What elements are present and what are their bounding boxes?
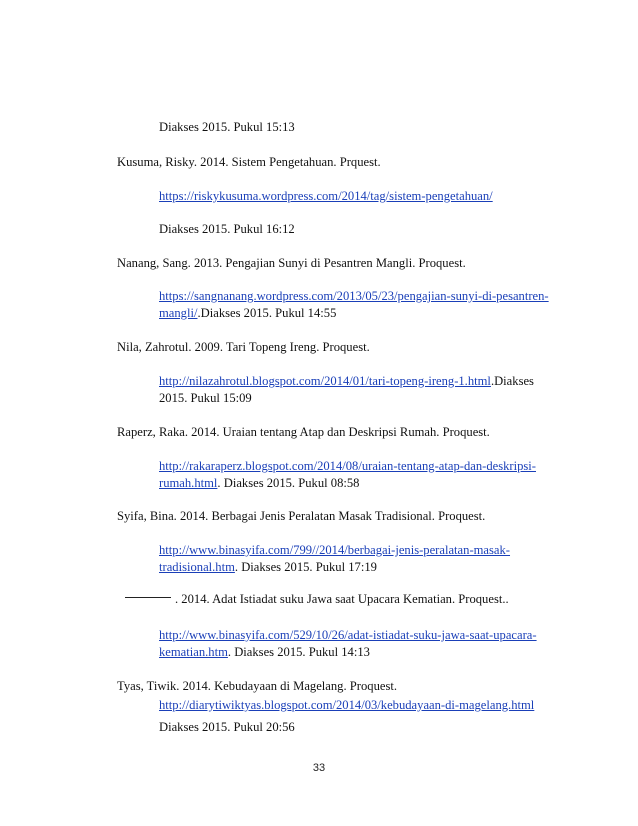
- reference-link-nanang[interactable]: https://sangnanang.wordpress.com/2013/05/23/pengajian-sunyi-di-pesantren-: [159, 289, 549, 303]
- reference-link-tyas[interactable]: http://diarytiwiktyas.blogspot.com/2014/03/kebudayaan-di-magelang.html: [159, 698, 535, 712]
- reference-link-syifa[interactable]: http://www.binasyifa.com/799//2014/berbagai-jenis-peralatan-masak-: [159, 543, 511, 557]
- reference-access-line: Diakses 2015. Pukul 16:12: [159, 222, 295, 236]
- reference-access-text: .Diakses: [490, 374, 534, 388]
- reference-url-line: [159, 542, 510, 558]
- reference-url-line: [159, 627, 537, 643]
- reference-url-line: [159, 475, 359, 491]
- reference-url-line: [159, 559, 377, 575]
- reference-entry-kusuma: Kusuma, Risky. 2014. Sistem Pengetahuan. Prquest.: [117, 155, 381, 169]
- reference-access-line: Diakses 2015. Pukul 20:56: [159, 720, 295, 734]
- reference-url-line: [159, 288, 549, 304]
- reference-url-line: [159, 458, 536, 474]
- reference-access-text: . Diakses 2015. Pukul 08:58: [217, 476, 360, 490]
- page-number: 33: [312, 762, 326, 774]
- reference-access-line: Diakses 2015. Pukul 15:13: [159, 120, 295, 134]
- reference-link-nanang-cont[interactable]: mangli/: [159, 306, 198, 320]
- reference-link-syifa-2[interactable]: http://www.binasyifa.com/529/10/26/adat-istiadat-suku-jawa-saat-upacara-: [159, 628, 537, 642]
- reference-access-text: .Diakses 2015. Pukul 14:55: [197, 306, 337, 320]
- reference-entry-nanang: Nanang, Sang. 2013. Pengajian Sunyi di Pesantren Mangli. Proquest.: [117, 256, 466, 270]
- reference-link-syifa-cont[interactable]: tradisional.htm: [159, 560, 235, 574]
- reference-entry-syifa-2: . 2014. Adat Istiadat suku Jawa saat Upacara Kematian. Proquest..: [175, 592, 509, 606]
- reference-access-line: 2015. Pukul 15:09: [159, 391, 252, 405]
- reference-entry-raperz: Raperz, Raka. 2014. Uraian tentang Atap dan Deskripsi Rumah. Proquest.: [117, 425, 490, 439]
- reference-url-line: [159, 697, 534, 713]
- reference-access-text: . Diakses 2015. Pukul 17:19: [234, 560, 377, 574]
- reference-link-syifa-2-cont[interactable]: kematian.htm: [159, 645, 228, 659]
- reference-link-nila[interactable]: http://nilazahrotul.blogspot.com/2014/01/tari-topeng-ireng-1.html: [159, 374, 491, 388]
- reference-url-line: [159, 188, 493, 204]
- reference-url-line: [159, 373, 534, 389]
- reference-entry-nila: Nila, Zahrotul. 2009. Tari Topeng Ireng. Proquest.: [117, 340, 370, 354]
- reference-link-raperz-cont[interactable]: rumah.html: [159, 476, 218, 490]
- reference-link-kusuma[interactable]: https://riskykusuma.wordpress.com/2014/tag/sistem-pengetahuan/: [159, 189, 493, 203]
- reference-access-text: . Diakses 2015. Pukul 14:13: [227, 645, 370, 659]
- reference-url-line: [159, 305, 336, 321]
- reference-entry-syifa: Syifa, Bina. 2014. Berbagai Jenis Peralatan Masak Tradisional. Proquest.: [117, 509, 486, 523]
- reference-link-raperz[interactable]: http://rakaraperz.blogspot.com/2014/08/uraian-tentang-atap-dan-deskripsi-: [159, 459, 536, 473]
- reference-url-line: [159, 644, 370, 660]
- reference-entry-tyas: Tyas, Tiwik. 2014. Kebudayaan di Magelang. Proquest.: [117, 679, 398, 693]
- same-author-dash: [125, 597, 171, 598]
